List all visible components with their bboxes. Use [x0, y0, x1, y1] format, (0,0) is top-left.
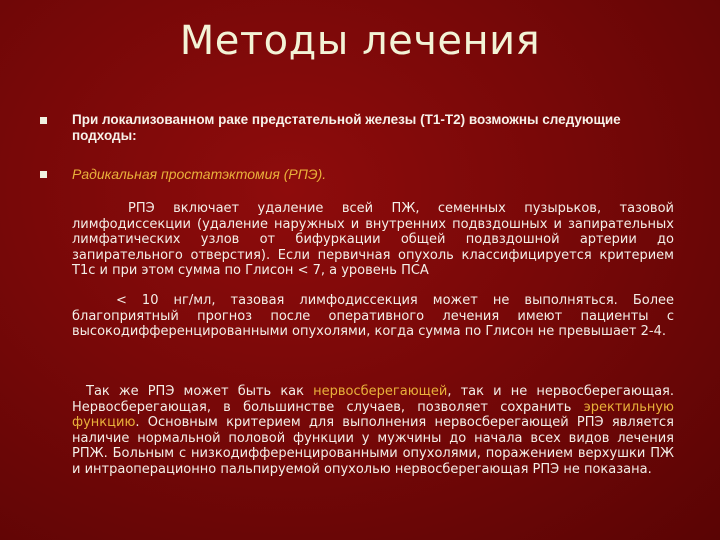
bullet-item-approaches	[40, 112, 676, 144]
paragraph-rpe-description	[72, 201, 674, 279]
square-bullet-icon	[40, 117, 47, 124]
highlight-nerve-sparing: нервосберегающей	[313, 384, 448, 399]
paragraph-text: РПЭ включает удаление всей ПЖ, семенных пузырьков, тазовой лимфодиссекции (удаление наружных и внутренних подвздошных и запирательных лимфатических узлов от бифуркации общей подвздошной артерии до запирательного отверстия). Если первичная опухоль классифицируется критерием Т1с и при этом сумма по Глисон < 7, а уровень ПСА	[72, 201, 674, 278]
paragraph-nerve-sparing	[72, 384, 674, 477]
paragraph-text: < 10 нг/мл, тазовая лимфодиссекция может не выполняться. Более благоприятный прогноз после оперативного лечения имеют пациенты с высокодифференцированными опухолями, когда сумма по Глисон не превышает 2-4.	[72, 293, 674, 339]
paragraph-text-part: Так же РПЭ может быть как	[86, 384, 314, 399]
bullet-text: При локализованном раке предстательной железы (Т1-Т2) возможны следующие подходы:	[72, 112, 621, 143]
bullet-text: Радикальная простатэктомия (РПЭ).	[72, 166, 327, 182]
square-bullet-icon	[40, 171, 47, 178]
paragraph-text-part: , так и не нервосберегающая. Нервосберегающая, в большинстве случаев, позволяет сохранить	[72, 384, 675, 415]
paragraph-text-part: . Основным критерием для выполнения нервосберегающей РПЭ является наличие нормальной половой функции у мужчины до начала всех видов лечения РПЖ. Больным с низкодифференцированными опухолями, поражением верхушки ПЖ и интраоперационно пальпируемой опухолью нервосберегающая РПЭ не показана.	[72, 415, 674, 477]
highlight-erectile-function: эректильную функцию	[72, 399, 674, 430]
bullet-item-rpe	[40, 166, 676, 182]
slide-title: Методы лечения	[179, 18, 541, 64]
paragraph-psa	[72, 293, 674, 340]
